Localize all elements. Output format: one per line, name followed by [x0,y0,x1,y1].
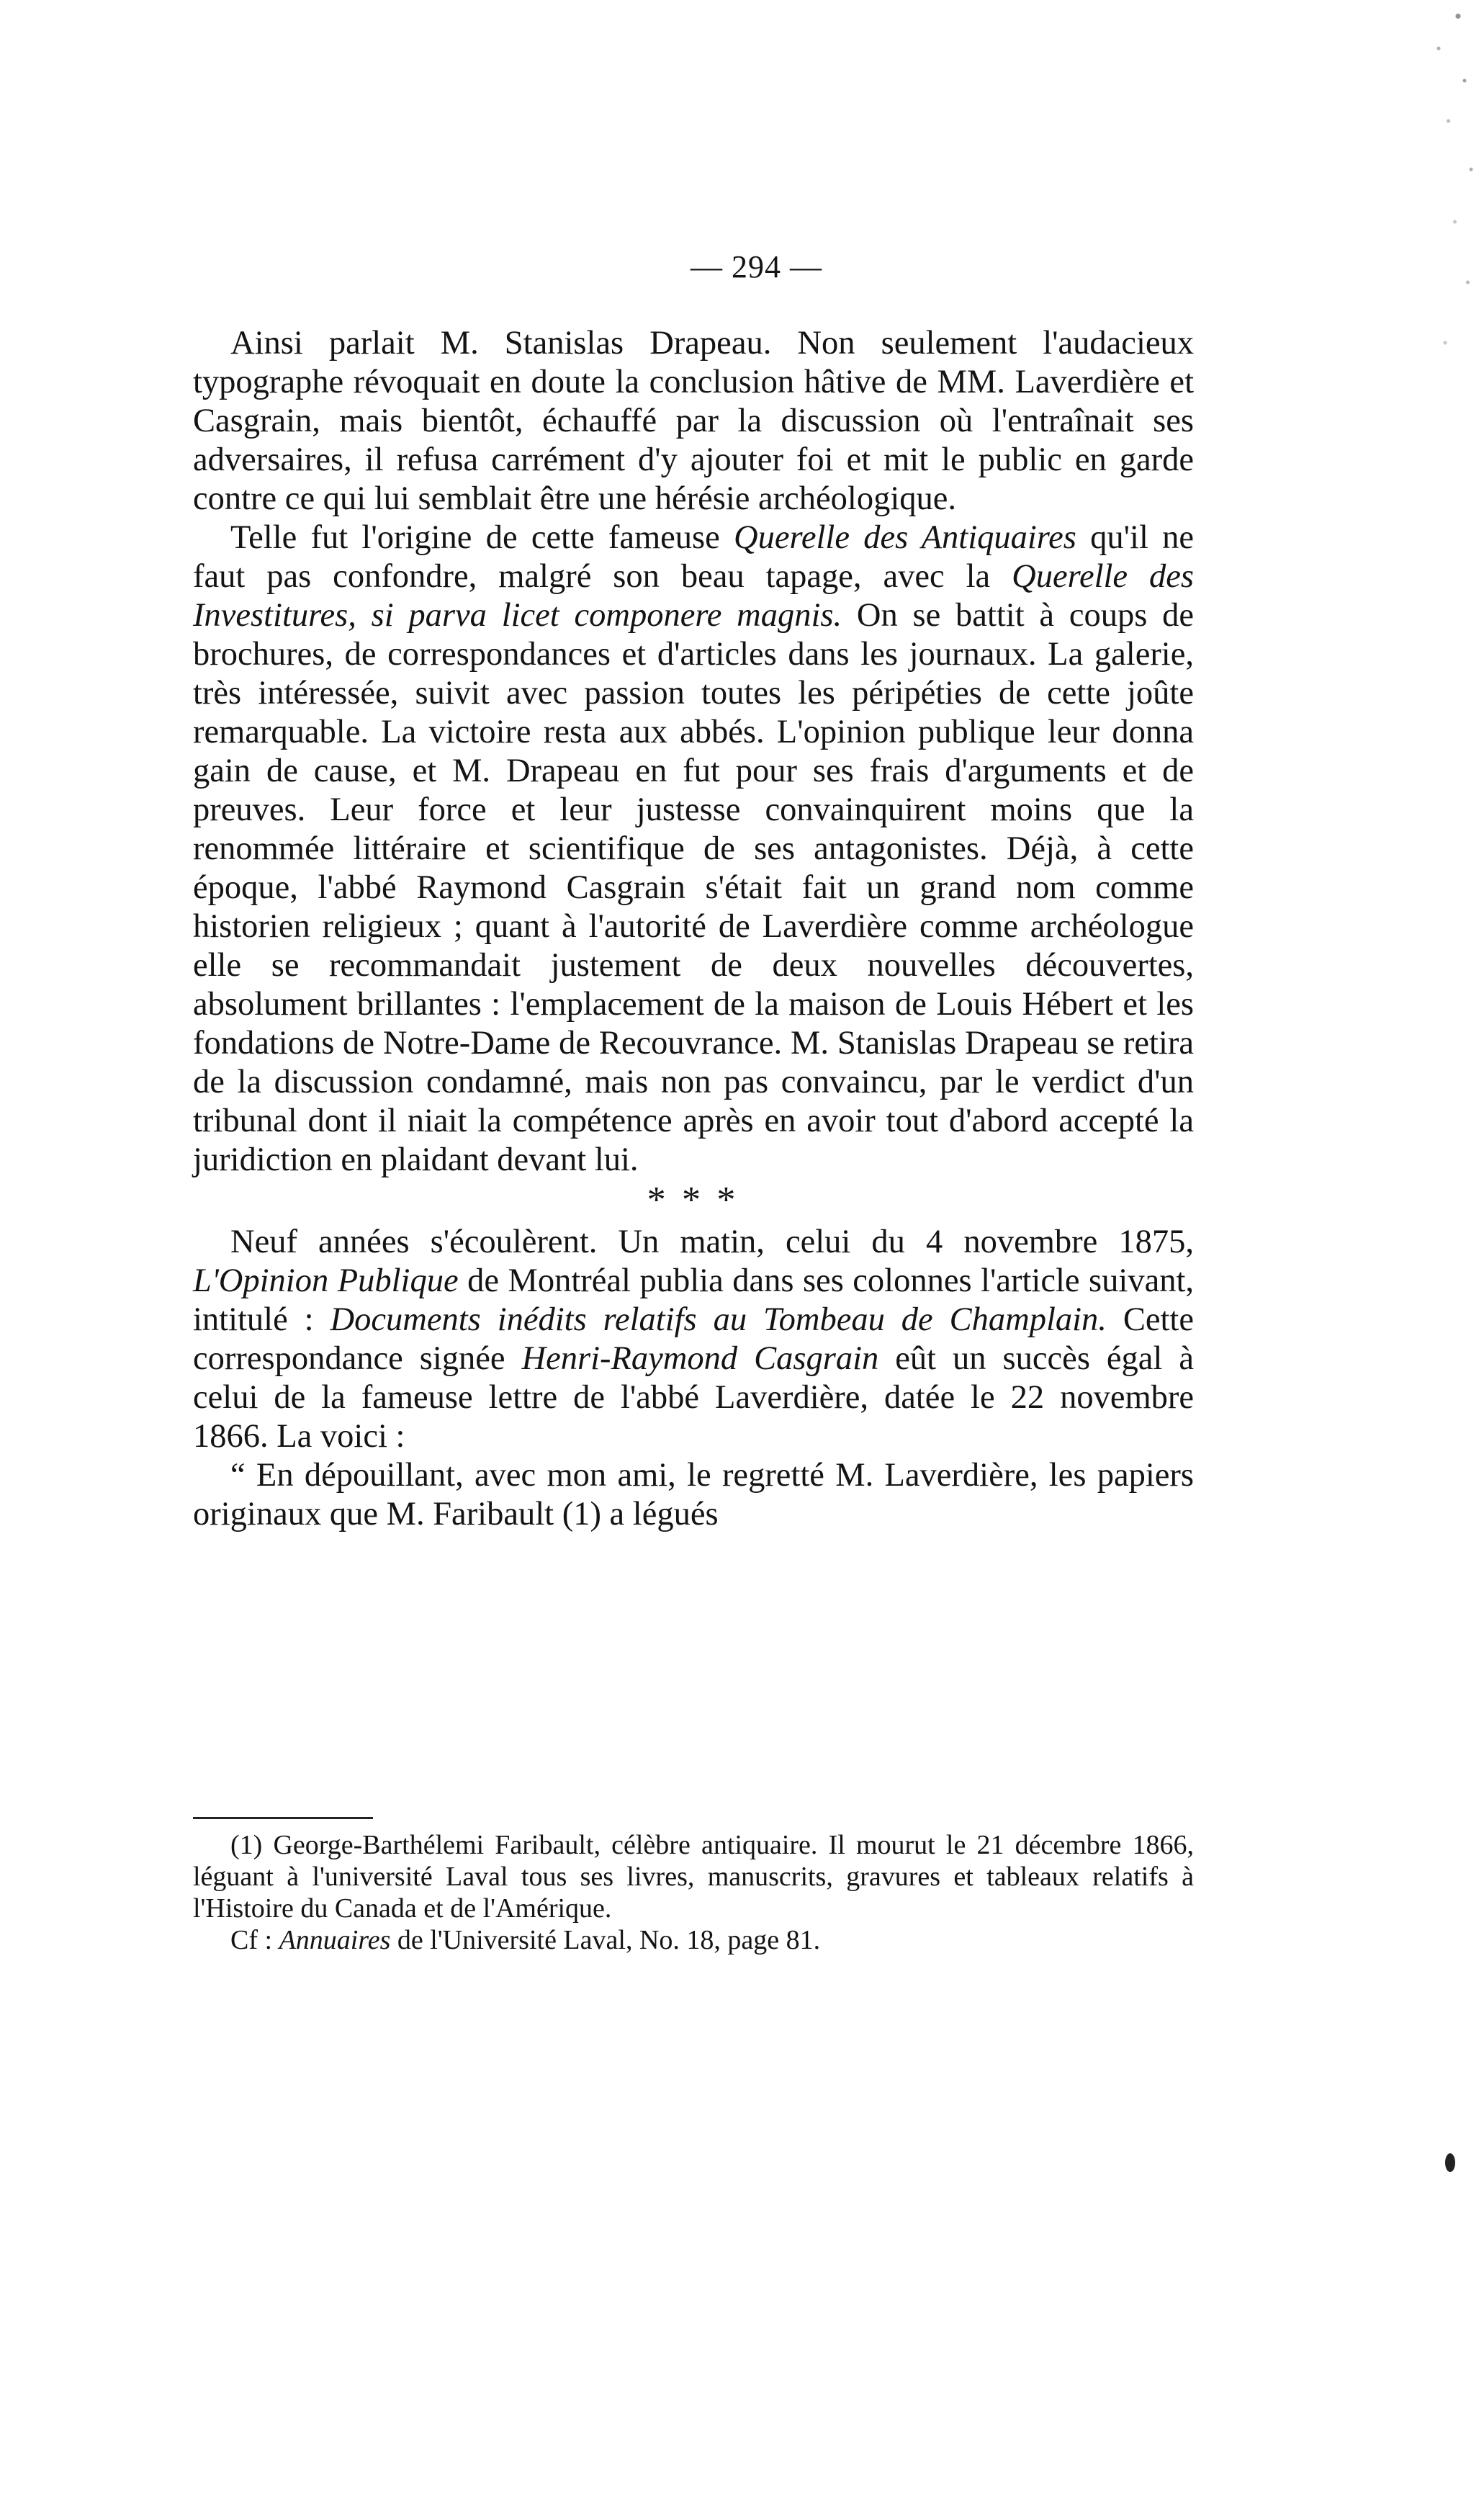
page-edge-speckle [1419,0,1484,403]
footnote-reference: Cf : Annuaires de l'Université Laval, No. 18, page 81. [230,1925,821,1955]
italic-annuaires: Annuaires [279,1925,391,1955]
body-text [193,324,1194,1534]
footnote-1: (1) George-Barthélemi Faribault, célèbre antiquaire. Il mourut le 21 décembre 1866, léguant à l'université Laval tous ses livres, manuscrits, gravures et tableaux relatifs à l'Histoire du Canada et de l'Amérique. [193,1830,1194,1924]
italic-article-title: Documents inédits relatifs au Tombeau de Champlain. [330,1301,1107,1338]
italic-latin-phrase: Querelle des Investitures, si parva licet componere magnis. [193,558,1194,634]
section-separator: * * * [647,1180,740,1221]
page-number: — 294 — [691,249,822,284]
paragraph-4-quote: “ En dépouillant, avec mon ami, le regretté M. Laverdière, les papiers originaux que M. Faribault (1) a légués [193,1457,1194,1533]
paragraph-3: Neuf années s'écoulèrent. Un matin, celui du 4 novembre 1875, L'Opinion Publique de Montréal publia dans ses colonnes l'article suivant, intitulé : Documents inédits relatifs au Tombeau de Champlain. Cette correspondance signée Henri-Raymond Casgrain eût un succès égal à celui de la fameuse lettre de l'abbé Laverdière, datée le 22 novembre 1866. La voici : [193,1224,1195,1455]
ink-spot [1445,2153,1455,2172]
footnote-rule [193,1817,373,1819]
footnotes [193,1829,1194,1956]
italic-newspaper-title: L'Opinion Publique [193,1262,459,1299]
italic-author-name: Henri-Raymond Casgrain [521,1340,879,1377]
paragraph-2: Telle fut l'origine de cette fameuse Querelle des Antiquaires qu'il ne faut pas confondre, malgré son beau tapage, avec la Querelle des Investitures, si parva licet componere magnis. On se battit à coups de brochures, de correspondances et d'articles dans les journaux. La galerie, très intéressée, suivit avec passion toutes les péripéties de cette joûte remarquable. La victoire resta aux abbés. L'opinion publique leur donna gain de cause, et M. Drapeau en fut pour ses frais d'arguments et de preuves. Leur force et leur justesse convainquirent moins que la renommée littéraire et scientifique de ses antagonistes. Déjà, à cette époque, l'abbé Raymond Casgrain s'était fait un grand nom comme historien religieux ; quant à l'autorité de Laverdière comme archéologue elle se recommandait justement de deux nouvelles découvertes, absolument brillantes : l'emplacement de la maison de Louis Hébert et les fondations de Notre-Dame de Recouvrance. M. Stanislas Drapeau se retira de la discussion condamné, mais non pas convaincu, par le verdict d'un tribunal dont il niait la compétence après en avoir tout d'abord accepté la juridiction en plaidant devant lui. [193,519,1194,1178]
italic-title-querelle-antiquaires: Querelle des Antiquaires [734,519,1076,556]
paragraph-1: Ainsi parlait M. Stanislas Drapeau. Non seulement l'audacieux typographe révoquait en doute la conclusion hâtive de MM. Laverdière et Casgrain, mais bientôt, échauffé par la discussion où l'entraînait ses adversaires, il refusa carrément d'y ajouter foi et mit le public en garde contre ce qui lui semblait être une hérésie archéologique. [193,325,1194,517]
